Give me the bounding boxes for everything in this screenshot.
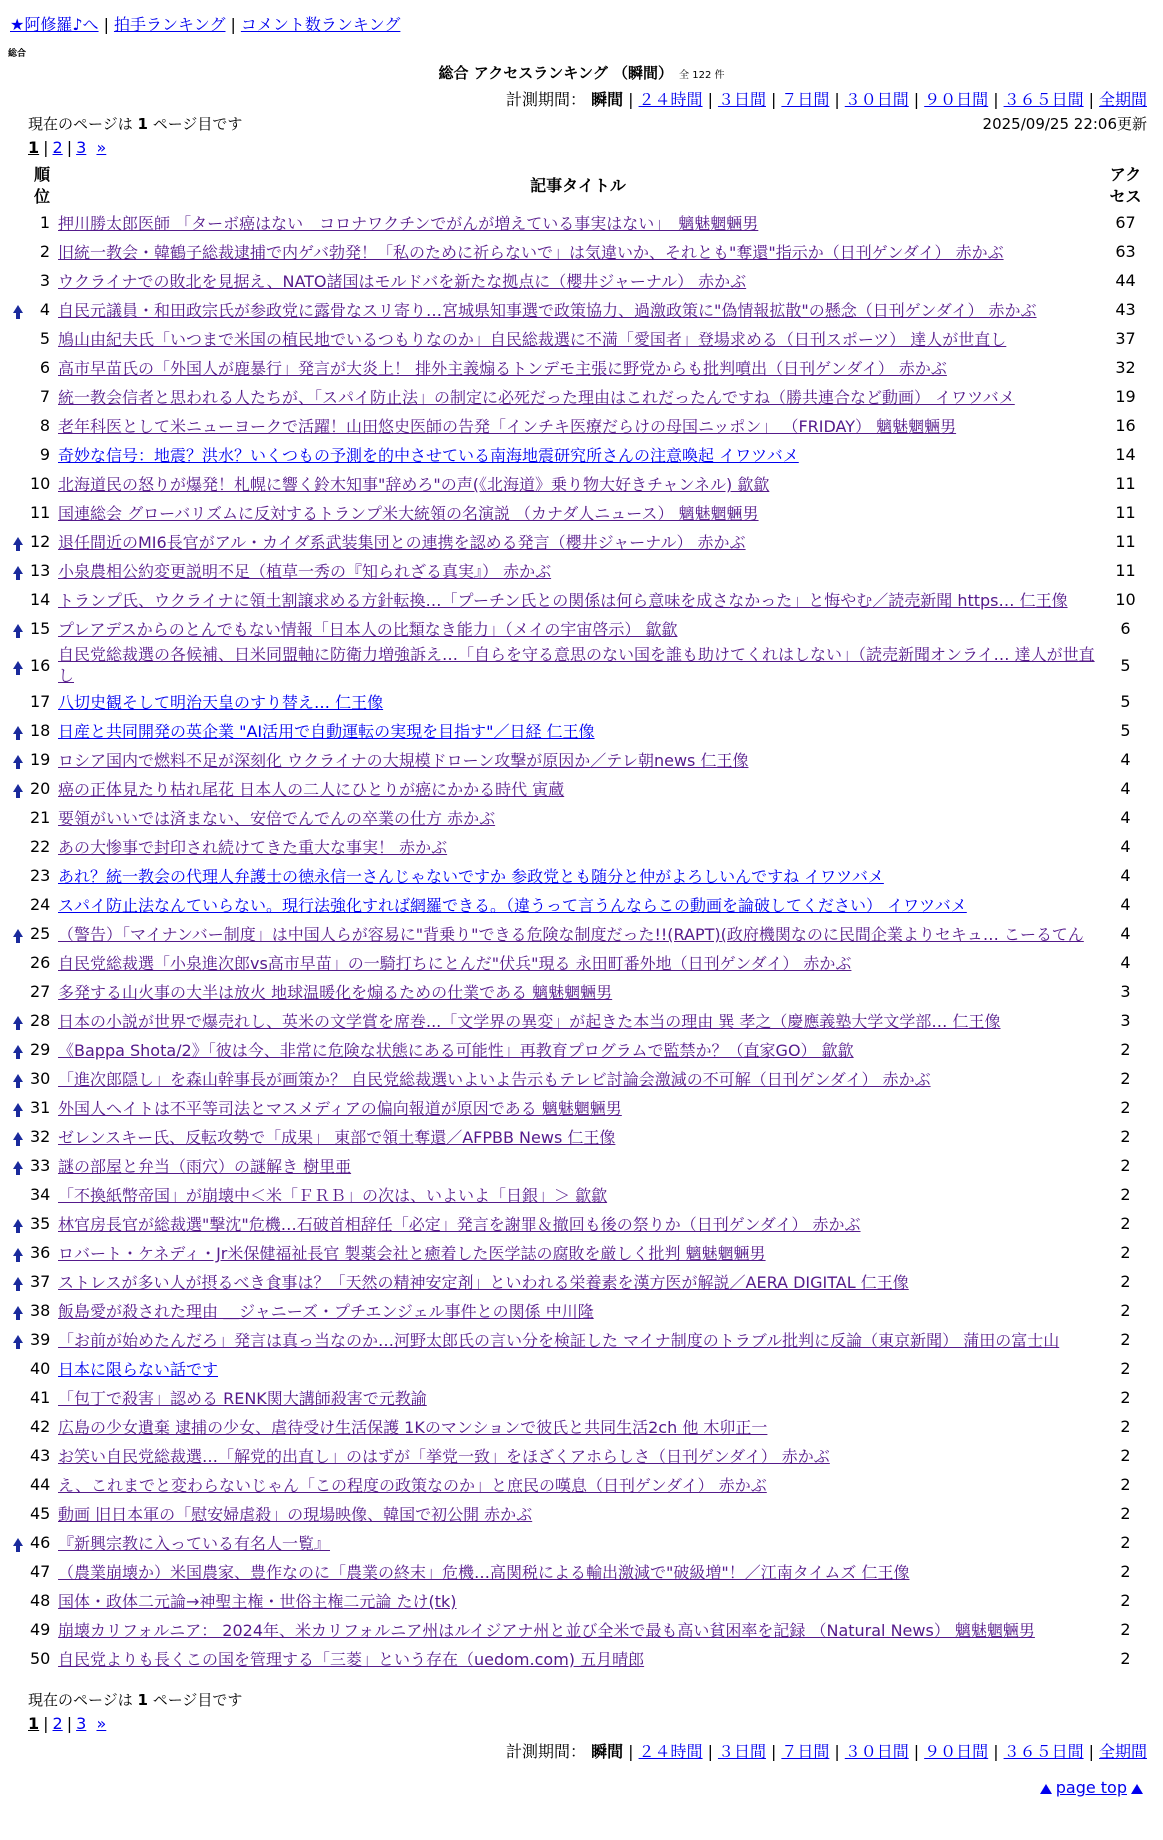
pager-top: 1 | 2 | 3 » bbox=[28, 138, 107, 157]
article-link[interactable]: 「包丁で殺害」認める RENK関大講師殺害で元教諭 bbox=[58, 1389, 427, 1408]
rank-up-arrow-icon bbox=[13, 1161, 23, 1169]
article-link[interactable]: お笑い自民党総裁選…「解党的出直し」のはずが「挙党一致」をほざくアホらしさ（日刊ゲンダイ） 赤かぶ bbox=[58, 1447, 830, 1466]
rank-number: 14 bbox=[30, 590, 51, 609]
rank-up-arrow-icon bbox=[13, 1103, 23, 1111]
triangle-up-icon bbox=[1131, 1784, 1143, 1794]
page-top-text[interactable]: page top bbox=[1055, 1778, 1127, 1797]
pager-link-3[interactable]: 3 bbox=[76, 1714, 87, 1733]
table-row bbox=[10, 977, 1153, 1006]
rank-number: 7 bbox=[39, 387, 50, 406]
article-link[interactable]: 外国人ヘイトは不平等司法とマスメディアの偏向報道が原因である 魑魅魍魎男 bbox=[58, 1099, 622, 1118]
table-row bbox=[10, 1586, 1153, 1615]
access-count: 19 bbox=[1115, 387, 1136, 406]
rank-up-arrow-icon bbox=[13, 1335, 23, 1343]
rank-up-arrow-icon bbox=[13, 755, 23, 763]
article-link[interactable]: ロバート・ケネディ・Jr米保健福祉長官 製薬会社と癒着した医学誌の腐敗を厳しく批判 魑魅魍魎男 bbox=[58, 1244, 766, 1263]
table-row bbox=[10, 266, 1153, 295]
access-count: 3 bbox=[1120, 1011, 1131, 1030]
access-count: 6 bbox=[1120, 619, 1131, 638]
page-info-top: 現在のページは 1 ページ目です bbox=[28, 115, 243, 133]
rank-number: 38 bbox=[30, 1301, 51, 1320]
rank-number: 46 bbox=[30, 1533, 51, 1552]
article-link[interactable]: 日本の小説が世界で爆売れし、英米の文学賞を席巻...「文学界の異変」が起きた本当の理由 巽 孝之（慶應義塾大学文学部… 仁王像 bbox=[58, 1012, 1001, 1031]
rank-number: 26 bbox=[30, 953, 51, 972]
pager-link-3[interactable]: 3 bbox=[76, 138, 87, 157]
article-link[interactable]: （警告）「マイナンバー制度」は中国人らが容易に"背乗り"できる危険な制度だった!!(RAPT)(政府機関なのに民間企業よりセキュ… こーるてん bbox=[58, 925, 1084, 944]
access-count: 2 bbox=[1120, 1620, 1131, 1639]
article-link[interactable]: 奇妙な信号：地震？洪水？いくつもの予測を的中させている南海地震研究所さんの注意喚起 イワツバメ bbox=[58, 446, 799, 465]
article-link[interactable]: 自民元議員・和田政宗氏が参政党に露骨なスリ寄り…宮城県知事選で政策協力、過激政策に"偽情報拡散"の懸念（日刊ゲンダイ） 赤かぶ bbox=[58, 301, 1037, 320]
table-row bbox=[10, 324, 1153, 353]
table-row bbox=[10, 295, 1153, 324]
table-row bbox=[10, 1151, 1153, 1180]
article-link[interactable]: ストレスが多い人が摂るべき食事は？「天然の精神安定剤」といわれる栄養素を漢方医が解説／AERA DIGITAL 仁王像 bbox=[58, 1273, 909, 1292]
access-count: 4 bbox=[1120, 895, 1131, 914]
article-link[interactable]: 謎の部屋と弁当（雨穴）の謎解き 樹里亜 bbox=[58, 1157, 352, 1176]
access-count: 5 bbox=[1120, 655, 1131, 675]
rank-number: 18 bbox=[30, 721, 51, 740]
pager-next[interactable]: » bbox=[96, 138, 107, 157]
access-count: 2 bbox=[1120, 1127, 1131, 1146]
access-count: 2 bbox=[1120, 1040, 1131, 1059]
table-row bbox=[10, 1267, 1153, 1296]
rank-number: 40 bbox=[30, 1359, 51, 1378]
table-row bbox=[10, 237, 1153, 266]
access-count: 2 bbox=[1120, 1417, 1131, 1436]
access-count: 2 bbox=[1120, 1533, 1131, 1552]
period-link-365d[interactable]: ３６５日間 bbox=[1003, 90, 1084, 109]
period-link-all[interactable]: 全期間 bbox=[1098, 90, 1147, 109]
period-link-24h[interactable]: ２４時間 bbox=[638, 1742, 703, 1761]
access-count: 10 bbox=[1115, 590, 1136, 609]
access-count: 5 bbox=[1120, 692, 1131, 711]
access-count: 11 bbox=[1115, 561, 1136, 580]
access-count: 4 bbox=[1120, 808, 1131, 827]
article-link[interactable]: 林官房長官が総裁選"撃沈"危機…石破首相辞任「必定」発言を謝罪＆撤回も後の祭りか（日刊ゲンダイ） 赤かぶ bbox=[58, 1215, 861, 1234]
rank-up-arrow-icon bbox=[13, 305, 23, 313]
rank-number: 25 bbox=[30, 924, 51, 943]
period-link-365d[interactable]: ３６５日間 bbox=[1003, 1742, 1084, 1761]
rank-up-arrow-icon bbox=[13, 726, 23, 734]
rank-number: 4 bbox=[39, 300, 50, 319]
rank-number: 15 bbox=[30, 619, 51, 638]
table-row bbox=[10, 1499, 1153, 1528]
article-link[interactable]: 「不換紙幣帝国」が崩壊中＜米「ＦＲＢ」の次は、いよいよ「日銀」＞ 歙歙 bbox=[58, 1186, 608, 1205]
rank-number: 49 bbox=[30, 1620, 51, 1639]
table-row bbox=[10, 745, 1153, 774]
table-row bbox=[10, 1528, 1153, 1557]
rank-number: 35 bbox=[30, 1214, 51, 1233]
table-row bbox=[10, 1296, 1153, 1325]
rank-number: 30 bbox=[30, 1069, 51, 1088]
article-link[interactable]: あの大惨事で封印され続けてきた重大な事実！ 赤かぶ bbox=[58, 838, 448, 857]
article-link[interactable]: 《Bappa Shota/2》「彼は今、非常に危険な状態にある可能性」再教育プログラムで監禁か？（直家GO） 歙歙 bbox=[58, 1041, 854, 1060]
article-link[interactable]: スパイ防止法なんていらない。現行法強化すれば網羅できる。（違うって言うんならこの動画を論破してください） イワツバメ bbox=[58, 896, 967, 915]
page-info-bottom: 現在のページは 1 ページ目です bbox=[28, 1691, 243, 1709]
rank-up-arrow-icon bbox=[13, 929, 23, 937]
ranking-title: 総合 アクセスランキング （瞬間） bbox=[438, 64, 674, 82]
rank-up-arrow-icon bbox=[13, 1132, 23, 1140]
table-row bbox=[10, 1354, 1153, 1383]
item-count: 全 122 件 bbox=[679, 70, 725, 81]
access-count: 2 bbox=[1120, 1098, 1131, 1117]
article-link[interactable]: 多発する山火事の大半は放火 地球温暖化を煽るための仕業である 魑魅魍魎男 bbox=[58, 983, 613, 1002]
article-link[interactable]: 癌の正体見たり枯れ尾花 日本人の二人にひとりが癌にかかる時代 寅蔵 bbox=[58, 780, 565, 799]
access-count: 2 bbox=[1120, 1185, 1131, 1204]
article-link[interactable]: ロシア国内で燃料不足が深刻化 ウクライナの大規模ドローン攻撃が原因か／テレ朝news 仁王像 bbox=[58, 751, 749, 770]
access-count: 2 bbox=[1120, 1156, 1131, 1175]
title-header: 記事タイトル bbox=[530, 176, 626, 195]
pager-link-2[interactable]: 2 bbox=[52, 1714, 63, 1733]
period-link-7d[interactable]: ７日間 bbox=[781, 1742, 830, 1761]
rank-number: 21 bbox=[30, 808, 51, 827]
article-link[interactable]: プレアデスからのとんでもない情報「日本人の比類なき能力」（メイの宇宙啓示） 歙歙 bbox=[58, 620, 678, 639]
article-link[interactable]: 飯島愛が殺された理由 ＿ジャニーズ・プチエンジェル事件との関係 中川隆 bbox=[58, 1302, 594, 1321]
triangle-up-icon bbox=[1040, 1784, 1052, 1794]
table-row bbox=[10, 832, 1153, 861]
rank-number: 13 bbox=[30, 561, 51, 580]
page-title bbox=[0, 62, 1163, 83]
access-count: 4 bbox=[1120, 866, 1131, 885]
divider: | bbox=[230, 15, 236, 34]
table-row bbox=[10, 643, 1153, 687]
table-row bbox=[10, 1412, 1153, 1441]
table-row bbox=[10, 527, 1153, 556]
period-link-90d[interactable]: ９０日間 bbox=[924, 1742, 989, 1761]
rank-number: 9 bbox=[39, 445, 50, 464]
rank-up-arrow-icon bbox=[13, 1248, 23, 1256]
access-header: アク セス bbox=[1109, 165, 1142, 206]
pager-bottom: 1 | 2 | 3 » bbox=[28, 1714, 107, 1733]
pager-next[interactable]: » bbox=[96, 1714, 107, 1733]
access-count: 2 bbox=[1120, 1330, 1131, 1349]
article-link[interactable]: 鳩山由紀夫氏「いつまで米国の植民地でいるつもりなのか」自民総裁選に不満「愛国者」登場求める（日刊スポーツ） 達人が世直し bbox=[58, 330, 1007, 349]
page-top-link[interactable] bbox=[1036, 1778, 1147, 1797]
access-count: 2 bbox=[1120, 1649, 1131, 1668]
table-row bbox=[10, 585, 1153, 614]
period-current: 瞬間 bbox=[591, 90, 624, 109]
article-link[interactable]: 日産と共同開発の英企業 "AI活用で自動運転の実現を目指す"／日経 仁王像 bbox=[58, 722, 595, 741]
period-selector-top: 計測期間： 瞬間 | ２４時間 | ３日間 | ７日間 | ３０日間 | ９０日間 | ３６５日間 | 全期間 bbox=[506, 90, 1147, 109]
access-count: 3 bbox=[1120, 982, 1131, 1001]
access-count: 67 bbox=[1115, 213, 1136, 232]
table-row bbox=[10, 1064, 1153, 1093]
article-link[interactable]: 自民党総裁選の各候補、日米同盟軸に防衛力増強訴え…「自らを守る意思のない国を誰も助けてくれはしない」（読売新聞オンライ… 達人が世直し bbox=[58, 645, 1095, 685]
rank-number: 16 bbox=[30, 655, 51, 675]
rank-number: 37 bbox=[30, 1272, 51, 1291]
rank-up-arrow-icon bbox=[13, 1016, 23, 1024]
period-label: 計測期間： bbox=[506, 1742, 587, 1761]
access-count: 5 bbox=[1120, 721, 1131, 740]
rank-number: 8 bbox=[39, 416, 50, 435]
access-count: 2 bbox=[1120, 1562, 1131, 1581]
access-count: 2 bbox=[1120, 1243, 1131, 1262]
access-count: 2 bbox=[1120, 1475, 1131, 1494]
rank-up-arrow-icon bbox=[13, 537, 23, 545]
article-link[interactable]: 崩壊カリフォルニア： 2024年、米カリフォルニア州はルイジアナ州と並び全米で最も高い貧困率を記録 （Natural News） 魑魅魍魎男 bbox=[58, 1621, 1035, 1640]
article-link[interactable]: 広島の少女遺棄 逮捕の少女、虐待受け生活保護 1Kのマンションで彼氏と共同生活2ch 他 木卯正一 bbox=[58, 1418, 768, 1437]
table-row bbox=[10, 1209, 1153, 1238]
rank-number: 12 bbox=[30, 532, 51, 551]
article-link[interactable]: 自民党よりも長くこの国を管理する「三菱」という存在（uedom.com) 五月晴郎 bbox=[58, 1650, 645, 1669]
rank-number: 23 bbox=[30, 866, 51, 885]
rank-number: 33 bbox=[30, 1156, 51, 1175]
rank-number: 50 bbox=[30, 1649, 51, 1668]
pager-link-2[interactable]: 2 bbox=[52, 138, 63, 157]
rank-number: 27 bbox=[30, 982, 51, 1001]
divider: | bbox=[103, 15, 109, 34]
article-link[interactable]: 自民党総裁選「小泉進次郎vs高市早苗」の一騎打ちにとんだ"伏兵"現る 永田町番外地（日刊ゲンダイ） 赤かぶ bbox=[58, 954, 852, 973]
table-row bbox=[10, 861, 1153, 890]
rank-number: 48 bbox=[30, 1591, 51, 1610]
rank-number: 6 bbox=[39, 358, 50, 377]
rank-up-arrow-icon bbox=[13, 1219, 23, 1227]
rank-number: 39 bbox=[30, 1330, 51, 1349]
access-count: 44 bbox=[1115, 271, 1136, 290]
rank-number: 2 bbox=[39, 242, 50, 261]
table-row bbox=[10, 353, 1153, 382]
table-row bbox=[10, 411, 1153, 440]
rank-up-arrow-icon bbox=[13, 661, 23, 669]
article-link[interactable]: 『新興宗教に入っている有名人一覧』 bbox=[58, 1534, 331, 1553]
article-link[interactable]: トランプ氏、ウクライナに領土割譲求める方針転換…「プーチン氏との関係は何ら意味を成さなかった」と悔やむ／読売新聞 https… 仁王像 bbox=[58, 591, 1068, 610]
rank-number: 22 bbox=[30, 837, 51, 856]
access-count: 2 bbox=[1120, 1446, 1131, 1465]
article-link[interactable]: あれ？統一教会の代理人弁護士の徳永信一さんじゃないですか 参政党とも随分と仲がよろしいんですね イワツバメ bbox=[58, 867, 884, 886]
access-count: 14 bbox=[1115, 445, 1136, 464]
table-row bbox=[10, 614, 1153, 643]
rank-number: 24 bbox=[30, 895, 51, 914]
access-count: 37 bbox=[1115, 329, 1136, 348]
clap-ranking-link[interactable]: 拍手ランキング bbox=[113, 15, 226, 34]
period-link-3d[interactable]: ３日間 bbox=[717, 1742, 766, 1761]
table-row bbox=[10, 1383, 1153, 1412]
access-count: 11 bbox=[1115, 474, 1136, 493]
period-link-30d[interactable]: ３０日間 bbox=[844, 1742, 909, 1761]
article-link[interactable]: 退任間近のMI6長官がアル・カイダ系武装集団との連携を認める発言（櫻井ジャーナル） 赤かぶ bbox=[58, 533, 746, 552]
access-count: 4 bbox=[1120, 924, 1131, 943]
access-count: 4 bbox=[1120, 750, 1131, 769]
access-count: 11 bbox=[1115, 532, 1136, 551]
table-row bbox=[10, 1470, 1153, 1499]
table-row bbox=[10, 919, 1153, 948]
top-nav bbox=[10, 12, 400, 35]
access-count: 2 bbox=[1120, 1504, 1131, 1523]
table-row bbox=[10, 1006, 1153, 1035]
access-count: 2 bbox=[1120, 1388, 1131, 1407]
access-count: 16 bbox=[1115, 416, 1136, 435]
rank-number: 41 bbox=[30, 1388, 51, 1407]
table-row bbox=[10, 803, 1153, 832]
rank-up-arrow-icon bbox=[13, 1277, 23, 1285]
rank-up-arrow-icon bbox=[13, 784, 23, 792]
access-count: 4 bbox=[1120, 779, 1131, 798]
table-row bbox=[10, 440, 1153, 469]
article-link[interactable]: 「進次郎隠し」を森山幹事長が画策か？ 自民党総裁選いよいよ告示もテレビ討論会激減の不可解（日刊ゲンダイ） 赤かぶ bbox=[58, 1070, 931, 1089]
rank-header: 順 位 bbox=[33, 165, 50, 206]
table-row bbox=[10, 382, 1153, 411]
rank-number: 3 bbox=[39, 271, 50, 290]
access-count: 2 bbox=[1120, 1591, 1131, 1610]
period-selector-bottom: 計測期間： 瞬間 | ２４時間 | ３日間 | ７日間 | ３０日間 | ９０日間 | ３６５日間 | 全期間 bbox=[506, 1742, 1147, 1761]
ranking-body bbox=[10, 208, 1153, 1673]
rank-number: 1 bbox=[39, 213, 50, 232]
table-row bbox=[10, 1644, 1153, 1673]
period-link-90d[interactable]: ９０日間 bbox=[924, 90, 989, 109]
article-link[interactable]: 老年科医として米ニューヨークで活躍！山田悠史医師の告発「インチキ医療だらけの母国ニッポン」 （FRIDAY） 魑魅魍魎男 bbox=[58, 417, 957, 436]
table-row bbox=[10, 469, 1153, 498]
rank-number: 29 bbox=[30, 1040, 51, 1059]
rank-number: 11 bbox=[30, 503, 51, 522]
table-row bbox=[10, 1093, 1153, 1122]
rank-up-arrow-icon bbox=[13, 624, 23, 632]
article-link[interactable]: 統一教会信者と思われる人たちが、「スパイ防止法」の制定に必死だった理由はこれだったんですね（勝共連合など動画） イワツバメ bbox=[58, 388, 1015, 407]
article-link[interactable]: 八切史観そして明治天皇のすり替え… 仁王像 bbox=[58, 693, 384, 712]
article-link[interactable]: 動画 旧日本軍の「慰安婦虐殺」の現場映像、韓国で初公開 赤かぶ bbox=[58, 1505, 533, 1524]
rank-number: 44 bbox=[30, 1475, 51, 1494]
table-row bbox=[10, 1325, 1153, 1354]
ranking-table bbox=[10, 164, 1153, 1673]
rank-number: 20 bbox=[30, 779, 51, 798]
table-row bbox=[10, 890, 1153, 919]
period-link-all[interactable]: 全期間 bbox=[1098, 1742, 1147, 1761]
access-count: 63 bbox=[1115, 242, 1136, 261]
article-link[interactable]: 押川勝太郎医師 「ターボ癌はない コロナワクチンでがんが増えている事実はない」 魑魅魍魎男 bbox=[58, 214, 759, 233]
article-link[interactable]: 要領がいいでは済まない、安倍でんでんの卒業の仕方 赤かぶ bbox=[58, 809, 496, 828]
article-link[interactable]: （農業崩壊か）米国農家、豊作なのに「農業の終末」危機…高関税による輸出激減で"破級増"！／江南タイムズ 仁王像 bbox=[58, 1563, 910, 1582]
table-row bbox=[10, 1615, 1153, 1644]
article-link[interactable]: 「お前が始めたんだろ」発言は真っ当なのか…河野太郎氏の言い分を検証した マイナ制度のトラブル批判に反論（東京新聞） 蒲田の富士山 bbox=[58, 1331, 1060, 1350]
rank-number: 43 bbox=[30, 1446, 51, 1465]
table-row bbox=[10, 687, 1153, 716]
rank-number: 34 bbox=[30, 1185, 51, 1204]
table-row bbox=[10, 1122, 1153, 1151]
table-row bbox=[10, 1441, 1153, 1470]
table-row bbox=[10, 498, 1153, 527]
table-row bbox=[10, 948, 1153, 977]
period-link-7d[interactable]: ７日間 bbox=[781, 90, 830, 109]
access-count: 32 bbox=[1115, 358, 1136, 377]
table-row bbox=[10, 1180, 1153, 1209]
access-count: 4 bbox=[1120, 953, 1131, 972]
access-count: 2 bbox=[1120, 1214, 1131, 1233]
access-count: 2 bbox=[1120, 1272, 1131, 1291]
rank-number: 5 bbox=[39, 329, 50, 348]
access-count: 2 bbox=[1120, 1069, 1131, 1088]
rank-number: 32 bbox=[30, 1127, 51, 1146]
rank-up-arrow-icon bbox=[13, 1074, 23, 1082]
table-header-row bbox=[10, 164, 1153, 208]
rank-up-arrow-icon bbox=[13, 1306, 23, 1314]
article-link[interactable]: 国連総会 グローバリズムに反対するトランプ米大統領の名演説 （カナダ人ニュース） 魑魅魍魎男 bbox=[58, 504, 759, 523]
rank-number: 42 bbox=[30, 1417, 51, 1436]
table-row bbox=[10, 716, 1153, 745]
home-link[interactable]: ★阿修羅♪へ bbox=[10, 15, 99, 34]
article-link[interactable]: 日本に限らない話です bbox=[58, 1360, 219, 1379]
rank-number: 45 bbox=[30, 1504, 51, 1523]
table-row bbox=[10, 1238, 1153, 1267]
rank-up-arrow-icon bbox=[13, 1045, 23, 1053]
access-count: 2 bbox=[1120, 1301, 1131, 1320]
article-link[interactable]: 北海道民の怒りが爆発！札幌に響く鈴木知事"辞めろ"の声(《北海道》乗り物大好きチャンネル) 歙歙 bbox=[58, 475, 770, 494]
pager-current: 1 bbox=[28, 1714, 40, 1733]
comment-ranking-link[interactable]: コメント数ランキング bbox=[240, 15, 401, 34]
access-count: 2 bbox=[1120, 1359, 1131, 1378]
rank-number: 19 bbox=[30, 750, 51, 769]
period-link-30d[interactable]: ３０日間 bbox=[844, 90, 909, 109]
article-link[interactable]: 国体・政体二元論→神聖主権・世俗主権二元論 たけ(tk) bbox=[58, 1592, 457, 1611]
rank-number: 17 bbox=[30, 692, 51, 711]
access-count: 4 bbox=[1120, 837, 1131, 856]
rank-up-arrow-icon bbox=[13, 566, 23, 574]
period-link-24h[interactable]: ２４時間 bbox=[638, 90, 703, 109]
table-row bbox=[10, 774, 1153, 803]
rank-number: 10 bbox=[30, 474, 51, 493]
updated-timestamp: 2025/09/25 22:06更新 bbox=[982, 115, 1147, 133]
table-row bbox=[10, 208, 1153, 237]
period-link-3d[interactable]: ３日間 bbox=[717, 90, 766, 109]
article-link[interactable]: ゼレンスキー氏、反転攻勢で「成果」 東部で領土奪還／AFPBB News 仁王像 bbox=[58, 1128, 616, 1147]
rank-number: 47 bbox=[30, 1562, 51, 1581]
category-label: 総合 bbox=[8, 49, 27, 59]
article-link[interactable]: 小泉農相公約変更説明不足（植草一秀の『知られざる真実』） 赤かぶ bbox=[58, 562, 552, 581]
period-current: 瞬間 bbox=[591, 1742, 624, 1761]
access-count: 43 bbox=[1115, 300, 1136, 319]
rank-number: 36 bbox=[30, 1243, 51, 1262]
pager-current: 1 bbox=[28, 138, 40, 157]
table-row bbox=[10, 556, 1153, 585]
table-row bbox=[10, 1035, 1153, 1064]
rank-up-arrow-icon bbox=[13, 1538, 23, 1546]
period-label: 計測期間： bbox=[506, 90, 587, 109]
rank-number: 31 bbox=[30, 1098, 51, 1117]
article-link[interactable]: え、これまでと変わらないじゃん「この程度の政策なのか」と庶民の嘆息（日刊ゲンダイ） 赤かぶ bbox=[58, 1476, 767, 1495]
article-link[interactable]: ウクライナでの敗北を見据え、NATO諸国はモルドバを新たな拠点に（櫻井ジャーナル） 赤かぶ bbox=[58, 272, 747, 291]
table-row bbox=[10, 1557, 1153, 1586]
rank-number: 28 bbox=[30, 1011, 51, 1030]
article-link[interactable]: 高市早苗氏の「外国人が鹿暴行」発言が大炎上！ 排外主義煽るトンデモ主張に野党からも批判噴出（日刊ゲンダイ） 赤かぶ bbox=[58, 359, 947, 378]
article-link[interactable]: 旧統一教会・韓鶴子総裁逮捕で内ゲバ勃発！「私のために祈らないで」は気違いか、それとも"奪還"指示か（日刊ゲンダイ） 赤かぶ bbox=[58, 243, 1004, 262]
access-count: 11 bbox=[1115, 503, 1136, 522]
